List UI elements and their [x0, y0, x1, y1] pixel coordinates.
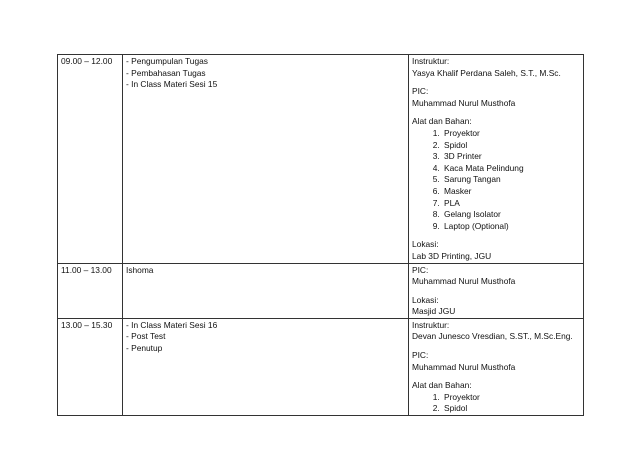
tool-item: 1. Proyektor — [442, 392, 580, 404]
activity-item: Ishoma — [126, 264, 154, 275]
activity-item: - In Class Materi Sesi 15 — [126, 79, 218, 90]
tool-item: 8. Gelang Isolator — [442, 209, 580, 221]
location-label: Lokasi: — [412, 239, 439, 250]
details-cell — [409, 263, 584, 318]
time-range: 11.00 – 13.00 — [61, 264, 112, 275]
tool-item: 2. Spidol — [442, 403, 580, 415]
location-label: Lokasi: — [412, 294, 439, 305]
activity-cell — [123, 55, 409, 264]
activity-item: - Pembahasan Tugas — [126, 67, 206, 78]
table-row — [58, 263, 584, 318]
activity-item: - Pengumpulan Tugas — [126, 56, 208, 66]
tool-item: 2. Spidol — [442, 140, 580, 152]
time-cell — [58, 263, 123, 318]
details-cell — [409, 55, 584, 264]
instructor-name: Yasya Khalif Perdana Saleh, S.T., M.Sc. — [412, 67, 561, 78]
tools-list — [412, 392, 580, 415]
tool-item: 3. 3D Printer — [442, 151, 580, 163]
details-cell — [409, 318, 584, 415]
pic-name: Muhammad Nurul Musthofa — [412, 276, 516, 287]
activity-item: - Post Test — [126, 331, 166, 342]
schedule-table — [57, 54, 584, 416]
table-row — [58, 55, 584, 264]
pic-label: PIC: — [412, 350, 429, 361]
tool-item: 4. Kaca Mata Pelindung — [442, 163, 580, 175]
time-cell — [58, 318, 123, 415]
activity-item: - In Class Materi Sesi 16 — [126, 319, 218, 330]
pic-name: Muhammad Nurul Musthofa — [412, 97, 516, 108]
tool-item: 9. Laptop (Optional) — [442, 221, 580, 233]
tool-item: 1. Proyektor — [442, 128, 580, 140]
instructor-name: Devan Junesco Vresdian, S.ST., M.Sc.Eng. — [412, 331, 573, 342]
time-range: 09.00 – 12.00 — [61, 56, 113, 66]
location-value: Lab 3D Printing, JGU — [412, 250, 492, 261]
pic-name: Muhammad Nurul Musthofa — [412, 361, 516, 372]
location-value: Masjid JGU — [412, 306, 456, 317]
tool-item: 7. PLA — [442, 198, 580, 210]
tools-label: Alat dan Bahan: — [412, 380, 472, 391]
tool-item: 6. Masker — [442, 186, 580, 198]
tools-label: Alat dan Bahan: — [412, 116, 472, 127]
activity-item: - Penutup — [126, 343, 163, 354]
time-cell — [58, 55, 123, 264]
activity-cell — [123, 318, 409, 415]
tools-list — [412, 128, 580, 232]
time-range: 13.00 – 15.30 — [61, 319, 113, 330]
activity-cell — [123, 263, 409, 318]
instructor-label: Instruktur: — [412, 56, 450, 66]
instructor-label: Instruktur: — [412, 319, 450, 330]
pic-label: PIC: — [412, 86, 429, 97]
tool-item: 5. Sarung Tangan — [442, 174, 580, 186]
table-row — [58, 318, 584, 415]
pic-label: PIC: — [412, 264, 429, 275]
